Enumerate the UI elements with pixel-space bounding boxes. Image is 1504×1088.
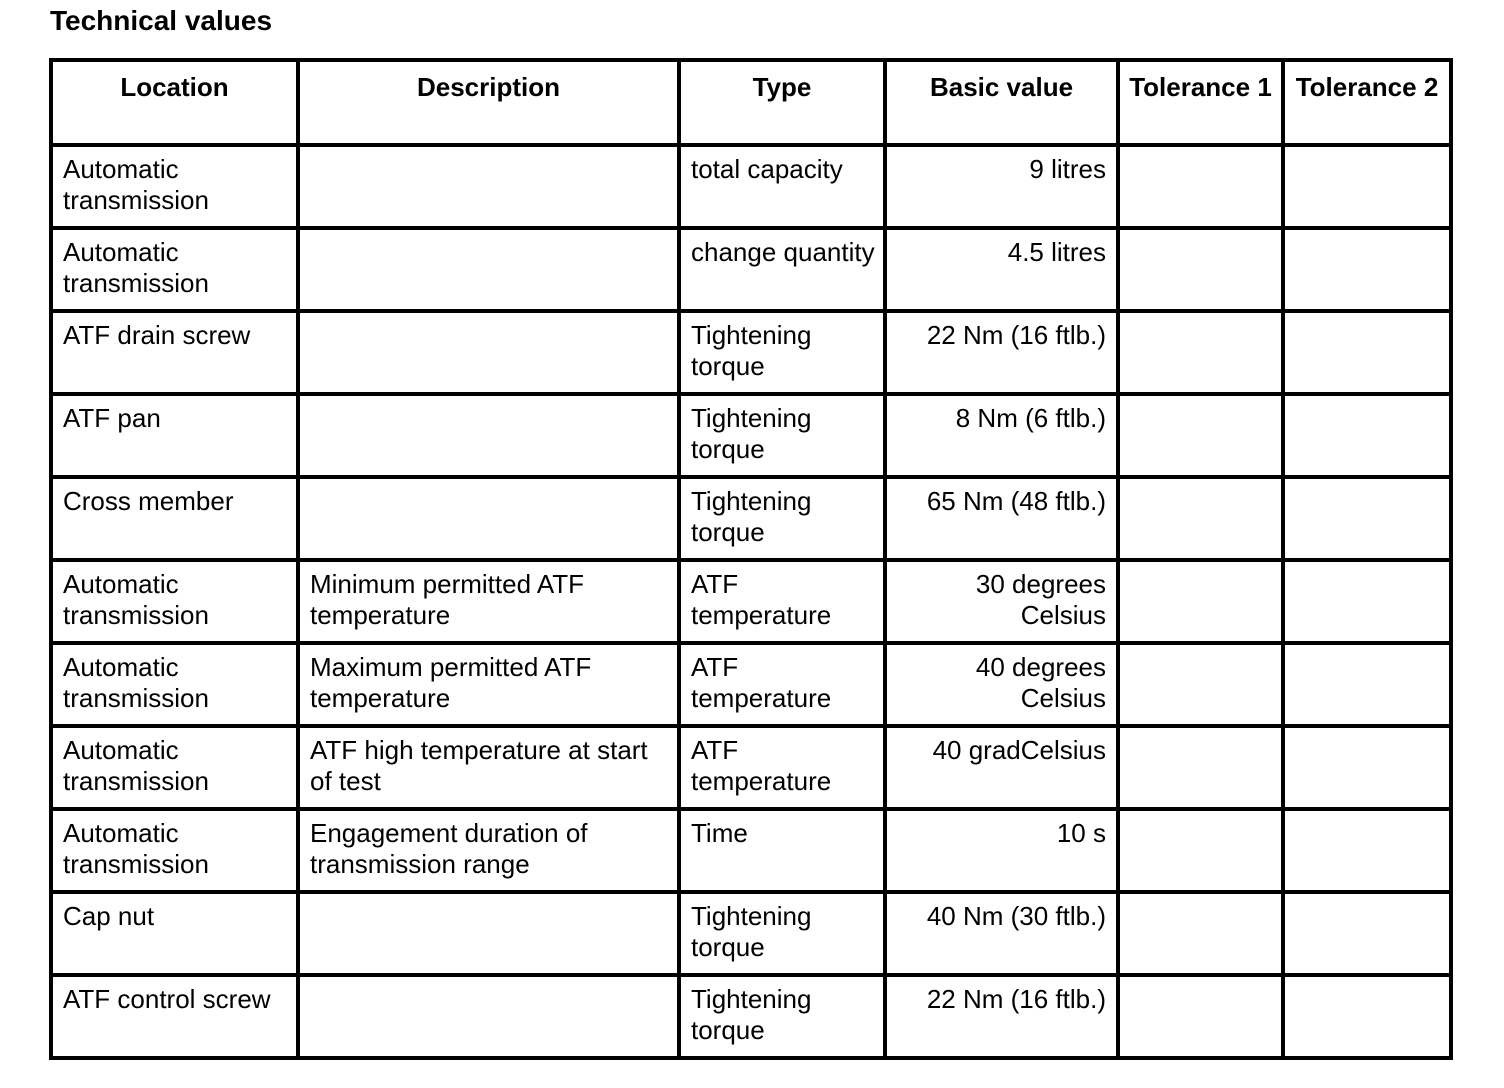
cell-tolerance-2: [1283, 892, 1451, 975]
cell-location: Automatic transmission: [51, 643, 298, 726]
cell-description: Maximum permitted ATF temperature: [298, 643, 679, 726]
table-row: [51, 477, 1451, 560]
table-row: [51, 726, 1451, 809]
column-header-location: Location: [51, 60, 298, 145]
cell-tolerance-2: [1283, 311, 1451, 394]
cell-tolerance-1: [1118, 809, 1283, 892]
cell-location: ATF pan: [51, 394, 298, 477]
cell-description: [298, 975, 679, 1058]
cell-basic-value: 40 degrees Celsius: [885, 643, 1118, 726]
cell-location: Cap nut: [51, 892, 298, 975]
cell-location: ATF control screw: [51, 975, 298, 1058]
cell-tolerance-1: [1118, 228, 1283, 311]
cell-type: Tightening torque: [679, 477, 885, 560]
table-row: [51, 311, 1451, 394]
cell-description: [298, 892, 679, 975]
cell-description: Minimum permitted ATF temperature: [298, 560, 679, 643]
cell-type: Tightening torque: [679, 892, 885, 975]
cell-tolerance-1: [1118, 726, 1283, 809]
cell-basic-value: 22 Nm (16 ftlb.): [885, 975, 1118, 1058]
cell-tolerance-1: [1118, 892, 1283, 975]
cell-basic-value: 40 Nm (30 ftlb.): [885, 892, 1118, 975]
cell-type: Tightening torque: [679, 394, 885, 477]
cell-description: [298, 228, 679, 311]
table-row: [51, 975, 1451, 1058]
cell-type: ATF temperature: [679, 643, 885, 726]
cell-basic-value: 30 degrees Celsius: [885, 560, 1118, 643]
cell-basic-value: 4.5 litres: [885, 228, 1118, 311]
cell-location: Automatic transmission: [51, 560, 298, 643]
cell-location: ATF drain screw: [51, 311, 298, 394]
cell-basic-value: 8 Nm (6 ftlb.): [885, 394, 1118, 477]
cell-tolerance-2: [1283, 726, 1451, 809]
column-header-type: Type: [679, 60, 885, 145]
column-header-tolerance-1: Tolerance 1: [1118, 60, 1283, 145]
cell-tolerance-1: [1118, 394, 1283, 477]
cell-basic-value: 65 Nm (48 ftlb.): [885, 477, 1118, 560]
cell-type: ATF temperature: [679, 726, 885, 809]
cell-type: ATF temperature: [679, 560, 885, 643]
table-body: [51, 145, 1451, 1058]
cell-tolerance-1: [1118, 975, 1283, 1058]
table-row: [51, 145, 1451, 228]
cell-tolerance-1: [1118, 145, 1283, 228]
column-header-tolerance-2: Tolerance 2: [1283, 60, 1451, 145]
cell-type: change quantity: [679, 228, 885, 311]
cell-location: Automatic transmission: [51, 145, 298, 228]
cell-tolerance-2: [1283, 809, 1451, 892]
page-title: Technical values: [50, 5, 273, 36]
technical-values-table: [49, 58, 1453, 1060]
cell-tolerance-2: [1283, 394, 1451, 477]
column-header-basic-value: Basic value: [885, 60, 1118, 145]
cell-basic-value: 10 s: [885, 809, 1118, 892]
cell-description: ATF high temperature at start of test: [298, 726, 679, 809]
cell-type: total capacity: [679, 145, 885, 228]
cell-tolerance-2: [1283, 975, 1451, 1058]
cell-type: Time: [679, 809, 885, 892]
table-row: [51, 560, 1451, 643]
cell-description: [298, 145, 679, 228]
cell-basic-value: 40 gradCelsius: [885, 726, 1118, 809]
cell-tolerance-1: [1118, 643, 1283, 726]
column-header-description: Description: [298, 60, 679, 145]
cell-description: [298, 311, 679, 394]
cell-location: Cross member: [51, 477, 298, 560]
cell-tolerance-1: [1118, 560, 1283, 643]
cell-tolerance-2: [1283, 477, 1451, 560]
table-row: [51, 228, 1451, 311]
cell-tolerance-2: [1283, 145, 1451, 228]
cell-tolerance-1: [1118, 477, 1283, 560]
cell-tolerance-2: [1283, 643, 1451, 726]
cell-tolerance-2: [1283, 560, 1451, 643]
cell-description: Engagement duration of transmission range: [298, 809, 679, 892]
table-row: [51, 809, 1451, 892]
cell-location: Automatic transmission: [51, 228, 298, 311]
cell-location: Automatic transmission: [51, 726, 298, 809]
table-row: [51, 892, 1451, 975]
cell-location: Automatic transmission: [51, 809, 298, 892]
cell-basic-value: 9 litres: [885, 145, 1118, 228]
cell-type: Tightening torque: [679, 975, 885, 1058]
cell-basic-value: 22 Nm (16 ftlb.): [885, 311, 1118, 394]
cell-description: [298, 477, 679, 560]
cell-tolerance-1: [1118, 311, 1283, 394]
cell-tolerance-2: [1283, 228, 1451, 311]
cell-type: Tightening torque: [679, 311, 885, 394]
table-row: [51, 643, 1451, 726]
table-row: [51, 394, 1451, 477]
cell-description: [298, 394, 679, 477]
table-header-row: [51, 60, 1451, 145]
